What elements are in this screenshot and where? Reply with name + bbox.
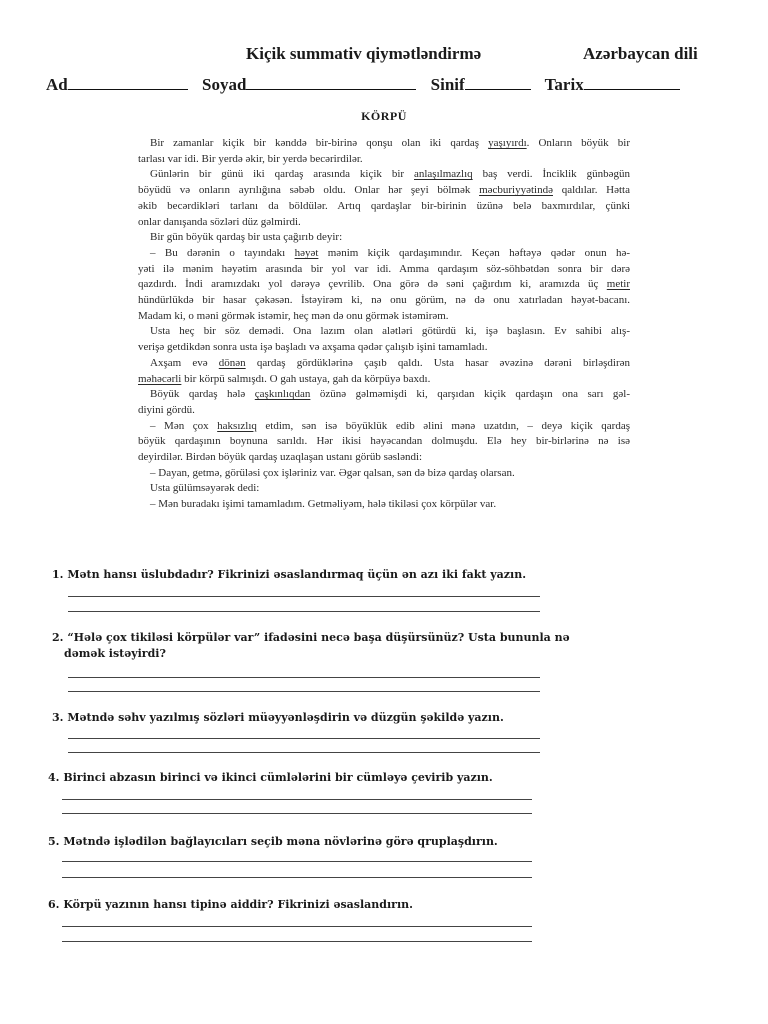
text-line: böyüdü və onların ayrılığına səbəb oldu. Onlar hər şeyi bölmək məcburiyyətində qaldılar. Hətta	[138, 184, 630, 197]
text-line: Usta gülümsəyərək dedi:	[150, 482, 260, 495]
text-line: – Bu dərənin o tayındakı həyət mənim kiçik qardaşımındır. Keçən həftəyə qədər onun hə-	[150, 246, 630, 259]
reading-text	[138, 136, 630, 513]
text-line: Bir gün böyük qardaş bir usta çağırıb deyir:	[150, 231, 343, 244]
worksheet-title: Kiçik summativ qiymətləndirmə	[246, 44, 482, 63]
field-blank-tarix[interactable]	[584, 75, 680, 90]
answer-line[interactable]	[68, 596, 540, 597]
answer-line[interactable]	[62, 861, 532, 862]
text-line: Madam ki, o məni görmək istəmir, heç mən də onu görmək istəmirəm.	[138, 309, 449, 322]
text-line: Günlərin bir günü iki qardaş arasında kiçik bir anlaşılmazlıq baş verdi. İnciklik günbəgün	[150, 168, 630, 181]
text-line: hündürlükdə bir hasar çəkəsən. İstəyirəm ki, nə onu görüm, nə də onu xatırladan həyət-bacanı.	[138, 294, 630, 307]
question-1: 1. Mətn hansı üslubdadır? Fikrinizi əsaslandırmaq üçün ən azı iki fakt yazın.	[52, 568, 527, 581]
text-line: Böyük qardaş hələ çaşkınlıqdan özünə gəlməmişdi ki, qarşıdan kiçik qardaşın ona sarı gəl-	[150, 388, 630, 401]
text-line: əkib becərdikləri tarlanı da böldülər. Artıq qardaşlar bir-birinin üzünə belə baxmırdılar, çünki	[138, 199, 630, 212]
answer-line[interactable]	[68, 677, 540, 678]
text-line: Usta heç bir söz demədi. Ona lazım olan alətləri götürdü ki, işə başlasın. Ev sahibi alış-	[150, 325, 630, 338]
text-line: tarlası var idi. Bir yerdə əkir, bir yerdə becərirdilər.	[138, 152, 363, 165]
answer-line[interactable]	[68, 611, 540, 612]
text-line: qazdırdı. İndi aramızdakı yol dərəyə çevrilib. Ona görə də səni çağırdım ki, aramızda üç metir	[138, 278, 630, 291]
question-3: dəmək istəyirdi?	[64, 647, 166, 660]
text-line: Axşam evə dönən qardaş gördüklərinə çaşıb qaldı. Usta hasar əvəzinə dərəni birləşdirən	[150, 356, 630, 369]
field-label-soyad: Soyad	[201, 75, 247, 94]
answer-line[interactable]	[68, 738, 540, 739]
text-line: məhəcərli bir körpü salmışdı. O gah ustaya, gah da körpüyə baxdı.	[138, 372, 431, 385]
text-line: verişə getdikdən sonra usta işə başladı və axşama qədər çalışıb işini tamamladı.	[138, 341, 488, 354]
text-line: onlar danışanda sözləri düz gəlmirdi.	[138, 215, 301, 228]
field-blank-sinif[interactable]	[465, 75, 531, 90]
answer-line[interactable]	[68, 691, 540, 692]
question-4: 3. Mətndə səhv yazılmış sözləri müəyyənləşdirin və düzgün şəkildə yazın.	[52, 711, 504, 724]
field-label-tarix: Tarix	[544, 75, 584, 94]
text-line: deyirdilər. Birdən böyük qardaş uzaqlaşan ustanı görüb səsləndi:	[138, 451, 423, 464]
answer-line[interactable]	[68, 752, 540, 753]
answer-line[interactable]	[62, 877, 532, 878]
question-5: 4. Birinci abzasın birinci və ikinci cümlələrini bir cümləyə çevirib yazın.	[48, 771, 493, 784]
text-title: KÖRPÜ	[361, 109, 407, 123]
field-blank-soyad[interactable]	[246, 75, 416, 90]
subject-name: Azərbaycan dili	[583, 44, 698, 63]
text-line: böyük qardaşının boynuna sarıldı. Hər ikisi həyəcandan dolmuşdu. Elə hey bir-birlərinə nə isə	[138, 435, 630, 448]
answer-line[interactable]	[62, 926, 532, 927]
question-6: 5. Mətndə işlədilən bağlayıcıları seçib məna növlərinə görə qruplaşdırın.	[48, 835, 498, 848]
answer-line[interactable]	[62, 799, 532, 800]
question-2: 2. “Hələ çox tikiləsi körpülər var” ifadəsini necə başa düşürsünüz? Usta bununla nə	[52, 631, 570, 644]
text-line: – Mən çox haksızlıq etdim, sən isə böyüklük edib əlini mənə uzatdın, – deyə kiçik qardaş	[150, 419, 630, 432]
text-line: diyini gördü.	[138, 403, 195, 416]
question-7: 6. Körpü yazının hansı tipinə aiddir? Fikrinizi əsaslandırın.	[48, 898, 413, 911]
student-info-fields	[46, 75, 680, 95]
text-line: – Mən buradakı işimi tamamladım. Getməliyəm, hələ tikiləsi çox körpülər var.	[150, 498, 497, 511]
text-line: Bir zamanlar kiçik bir kənddə bir-birinə qonşu olan iki qardaş yaşıyırdı. Onların böyük bir	[150, 137, 630, 149]
text-line: yəti ilə mənim həyətim arasında bir yol var idi. Amma qardaşım söz-söhbətdən sonra bir dərə	[138, 262, 630, 275]
text-line: – Dayan, getmə, görüləsi çox işləriniz var. Əgər qalsan, sən də bizə qardaş olarsan.	[150, 466, 515, 479]
answer-line[interactable]	[62, 941, 532, 942]
field-blank-ad[interactable]	[68, 75, 188, 90]
field-label-ad: Ad	[46, 75, 68, 94]
answer-line[interactable]	[62, 813, 532, 814]
field-label-sinif: Sinif	[430, 75, 465, 94]
